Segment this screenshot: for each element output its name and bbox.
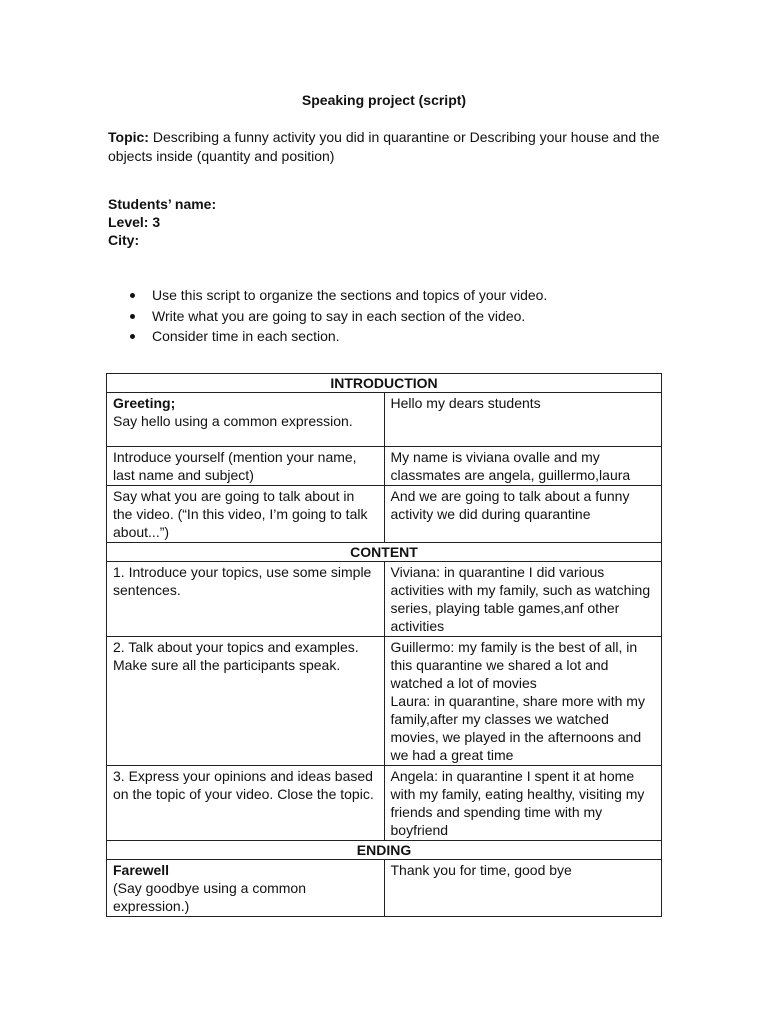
table-row — [107, 562, 662, 637]
prompt-text: (Say goodbye using a common expression.) — [113, 880, 306, 914]
level-label: Level: 3 — [108, 214, 161, 230]
table-row — [107, 447, 662, 486]
greeting-title: Greeting; — [113, 395, 176, 411]
students-name-label: Students’ name: — [108, 196, 217, 212]
answer-cell: Hello my dears students — [384, 393, 662, 447]
prompt-cell — [107, 393, 385, 447]
section-header-row — [107, 543, 662, 562]
table-row — [107, 637, 662, 766]
script-table — [106, 373, 662, 917]
answer-cell: And we are going to talk about a funny activity we did during quarantine — [384, 486, 662, 543]
prompt-cell: 2. Talk about your topics and examples. Make sure all the participants speak. — [107, 637, 385, 766]
prompt-cell: 1. Introduce your topics, use some simple sentences. — [107, 562, 385, 637]
topic-paragraph — [108, 128, 668, 166]
content-header: CONTENT — [107, 543, 662, 562]
table-row — [107, 766, 662, 841]
answer-cell: Thank you for time, good bye — [384, 860, 662, 917]
answer-cell: Viviana: in quarantine I did various activities with my family, such as watching series, playing table games,anf other activities — [384, 562, 662, 637]
ending-header: ENDING — [107, 841, 662, 860]
city-label: City: — [108, 232, 140, 248]
prompt-cell: Say what you are going to talk about in the video. (“In this video, I’m going to talk about...”) — [107, 486, 385, 543]
prompt-cell: Introduce yourself (mention your name, last name and subject) — [107, 447, 385, 486]
instruction-item: Use this script to organize the sections and topics of your video. — [130, 285, 547, 306]
prompt-text: Say hello using a common expression. — [113, 413, 353, 429]
instruction-item: Write what you are going to say in each section of the video. — [130, 306, 547, 327]
instructions-list — [130, 285, 547, 347]
table-row — [107, 860, 662, 917]
table-row — [107, 393, 662, 447]
topic-label: Topic: — [108, 129, 149, 145]
document-title: Speaking project (script) — [301, 92, 467, 108]
prompt-cell — [107, 860, 385, 917]
table-row — [107, 486, 662, 543]
topic-text: Describing a funny activity you did in quarantine or Describing your house and the objects inside (quantity and position) — [108, 129, 660, 164]
section-header-row — [107, 841, 662, 860]
section-header-row — [107, 374, 662, 393]
prompt-cell: 3. Express your opinions and ideas based on the topic of your video. Close the topic. — [107, 766, 385, 841]
farewell-title: Farewell — [113, 862, 170, 878]
instruction-item: Consider time in each section. — [130, 326, 547, 347]
introduction-header: INTRODUCTION — [107, 374, 662, 393]
student-info — [108, 195, 216, 249]
answer-text: Guillermo: my family is the best of all, in this quarantine we shared a lot and watched a lot of movies — [390, 639, 638, 691]
answer-text: Laura: in quarantine, share more with my family,after my classes we watched movies, we played in the afternoons and we had a great time — [390, 693, 645, 763]
answer-cell: My name is viviana ovalle and my classmates are angela, guillermo,laura — [384, 447, 662, 486]
answer-cell: Angela: in quarantine I spent it at home with my family, eating healthy, visiting my friends and spending time with my boyfriend — [384, 766, 662, 841]
answer-cell — [384, 637, 662, 766]
